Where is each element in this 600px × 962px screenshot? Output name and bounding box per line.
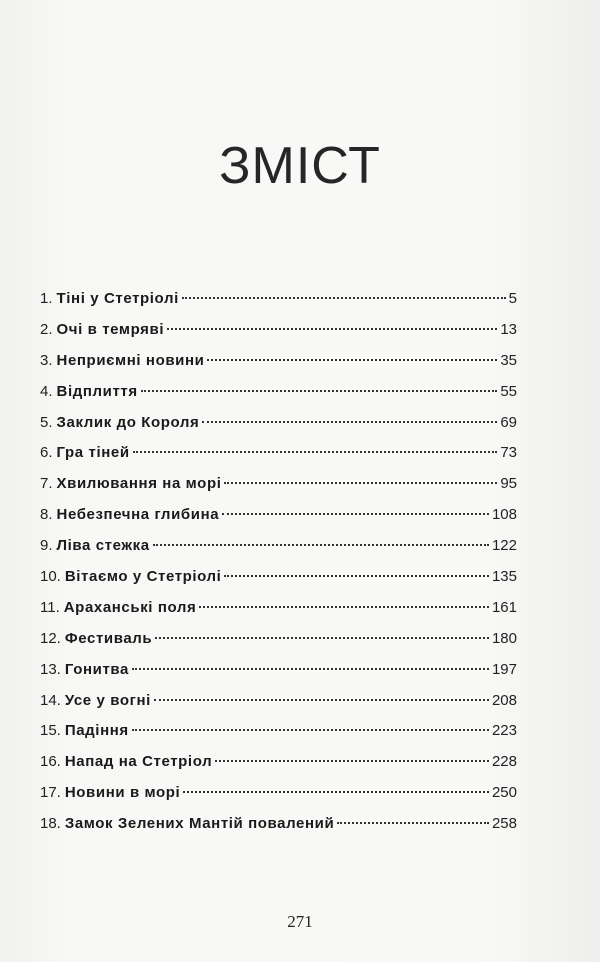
toc-entry [40, 500, 517, 531]
chapter-title: Хвилювання на морі [56, 475, 222, 493]
chapter-page: 95 [500, 475, 517, 493]
dot-leader [224, 575, 489, 577]
chapter-page: 223 [491, 722, 517, 740]
chapter-page: 197 [491, 660, 517, 678]
dot-leader [153, 544, 489, 546]
chapter-page: 161 [491, 598, 517, 616]
chapter-number: 5. [40, 413, 53, 431]
table-of-contents [40, 284, 517, 840]
chapter-title: Гонитва [64, 660, 129, 678]
dot-leader [207, 359, 497, 361]
chapter-title: Гра тіней [56, 444, 130, 462]
chapter-number: 13. [40, 660, 61, 678]
chapter-page: 258 [491, 815, 517, 833]
toc-entry [40, 408, 517, 439]
chapter-title: Небезпечна глибина [56, 506, 220, 524]
chapter-number: 1. [40, 290, 53, 307]
chapter-number: 2. [40, 320, 53, 338]
dot-leader [133, 451, 498, 453]
chapter-title: Відплиття [56, 382, 138, 400]
chapter-number: 8. [40, 506, 53, 524]
chapter-page: 180 [491, 629, 517, 647]
dot-leader [222, 513, 489, 515]
dot-leader [215, 760, 489, 762]
toc-entry [40, 531, 517, 562]
chapter-number: 15. [40, 722, 61, 740]
toc-entry [40, 593, 517, 624]
dot-leader [132, 729, 489, 731]
chapter-title: Араханські поля [63, 598, 197, 616]
chapter-number: 11. [40, 598, 60, 616]
dot-leader [337, 822, 489, 824]
chapter-number: 10. [40, 568, 61, 586]
toc-entry [40, 809, 517, 840]
chapter-number: 7. [40, 475, 53, 493]
toc-entry [40, 469, 517, 500]
toc-entry [40, 377, 517, 408]
chapter-page: 250 [491, 784, 517, 802]
chapter-title: Тіні у Стетріолі [56, 290, 179, 307]
toc-entry [40, 716, 517, 747]
toc-entry [40, 284, 517, 315]
chapter-title: Заклик до Короля [56, 413, 200, 431]
chapter-title: Очі в темряві [56, 320, 165, 338]
dot-leader [183, 791, 489, 793]
chapter-number: 6. [40, 444, 53, 462]
dot-leader [224, 482, 497, 484]
chapter-number: 4. [40, 382, 53, 400]
dot-leader [199, 606, 489, 608]
chapter-title: Неприємні новини [56, 351, 205, 369]
dot-leader [154, 699, 489, 701]
chapter-title: Падіння [64, 722, 129, 740]
toc-entry [40, 747, 517, 778]
chapter-page: 228 [491, 753, 517, 771]
chapter-title: Усе у вогні [64, 691, 151, 709]
toc-entry [40, 686, 517, 717]
toc-entry [40, 562, 517, 593]
dot-leader [202, 421, 497, 423]
chapter-number: 3. [40, 351, 53, 369]
chapter-page: 122 [491, 537, 517, 555]
chapter-page: 73 [500, 444, 517, 462]
toc-entry [40, 315, 517, 346]
chapter-page: 5 [508, 290, 517, 307]
chapter-title: Напад на Стетріол [64, 753, 213, 771]
dot-leader [155, 637, 489, 639]
contents-heading: ЗМІСТ [219, 137, 381, 195]
chapter-page: 55 [500, 382, 517, 400]
dot-leader [132, 668, 489, 670]
toc-entry [40, 655, 517, 686]
chapter-page: 108 [491, 506, 517, 524]
chapter-number: 12. [40, 629, 61, 647]
chapter-number: 14. [40, 691, 61, 709]
chapter-page: 208 [491, 691, 517, 709]
dot-leader [141, 390, 498, 392]
chapter-page: 135 [491, 568, 517, 586]
chapter-number: 17. [40, 784, 61, 802]
chapter-number: 9. [40, 537, 53, 555]
chapter-title: Фестиваль [64, 629, 153, 647]
toc-entry [40, 438, 517, 469]
toc-entry [40, 624, 517, 655]
chapter-page: 69 [500, 413, 517, 431]
page-number: 271 [287, 912, 313, 931]
dot-leader [167, 328, 497, 330]
chapter-page: 13 [500, 320, 517, 338]
chapter-number: 16. [40, 753, 61, 771]
chapter-number: 18. [40, 815, 61, 833]
chapter-title: Ліва стежка [56, 537, 150, 555]
chapter-page: 35 [500, 351, 517, 369]
chapter-title: Замок Зелених Мантій повалений [64, 815, 335, 833]
chapter-title: Новини в морі [64, 784, 181, 802]
dot-leader [182, 297, 506, 299]
toc-entry [40, 778, 517, 809]
chapter-title: Вітаємо у Стетріолі [64, 568, 222, 586]
toc-entry [40, 346, 517, 377]
